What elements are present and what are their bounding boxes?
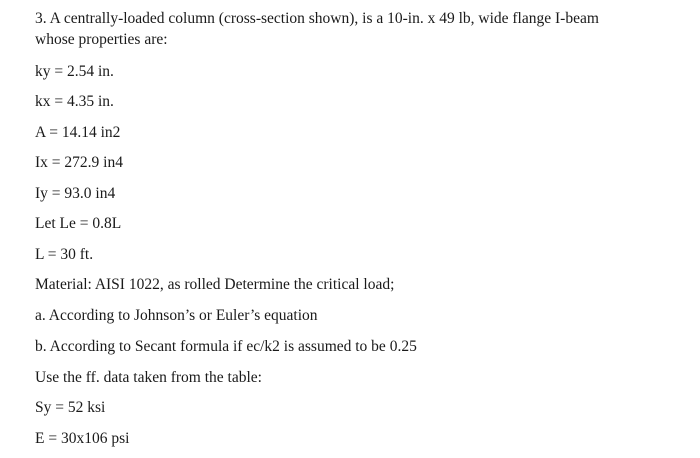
table-note: Use the ff. data taken from the table: — [35, 369, 262, 386]
data-e: E = 30x106 psi — [35, 430, 130, 447]
property-iy: Iy = 93.0 in4 — [35, 185, 116, 202]
property-area: A = 14.14 in2 — [35, 124, 121, 141]
data-sy: Sy = 52 ksi — [35, 399, 106, 416]
part-a: a. According to Johnson’s or Euler’s equation — [35, 307, 318, 324]
property-kx: kx = 4.35 in. — [35, 93, 114, 110]
problem-statement-line-1: 3. A centrally-loaded column (cross-section shown), is a 10-in. x 49 lb, wide flange I-beam — [35, 10, 599, 27]
part-b: b. According to Secant formula if ec/k2 is assumed to be 0.25 — [35, 338, 417, 355]
material-line: Material: AISI 1022, as rolled Determine the critical load; — [35, 276, 395, 293]
problem-statement-line-2: whose properties are: — [35, 31, 168, 48]
property-effective-length: Let Le = 0.8L — [35, 215, 122, 232]
property-ix: Ix = 272.9 in4 — [35, 154, 123, 171]
property-ky: ky = 2.54 in. — [35, 63, 114, 80]
property-length: L = 30 ft. — [35, 246, 94, 263]
